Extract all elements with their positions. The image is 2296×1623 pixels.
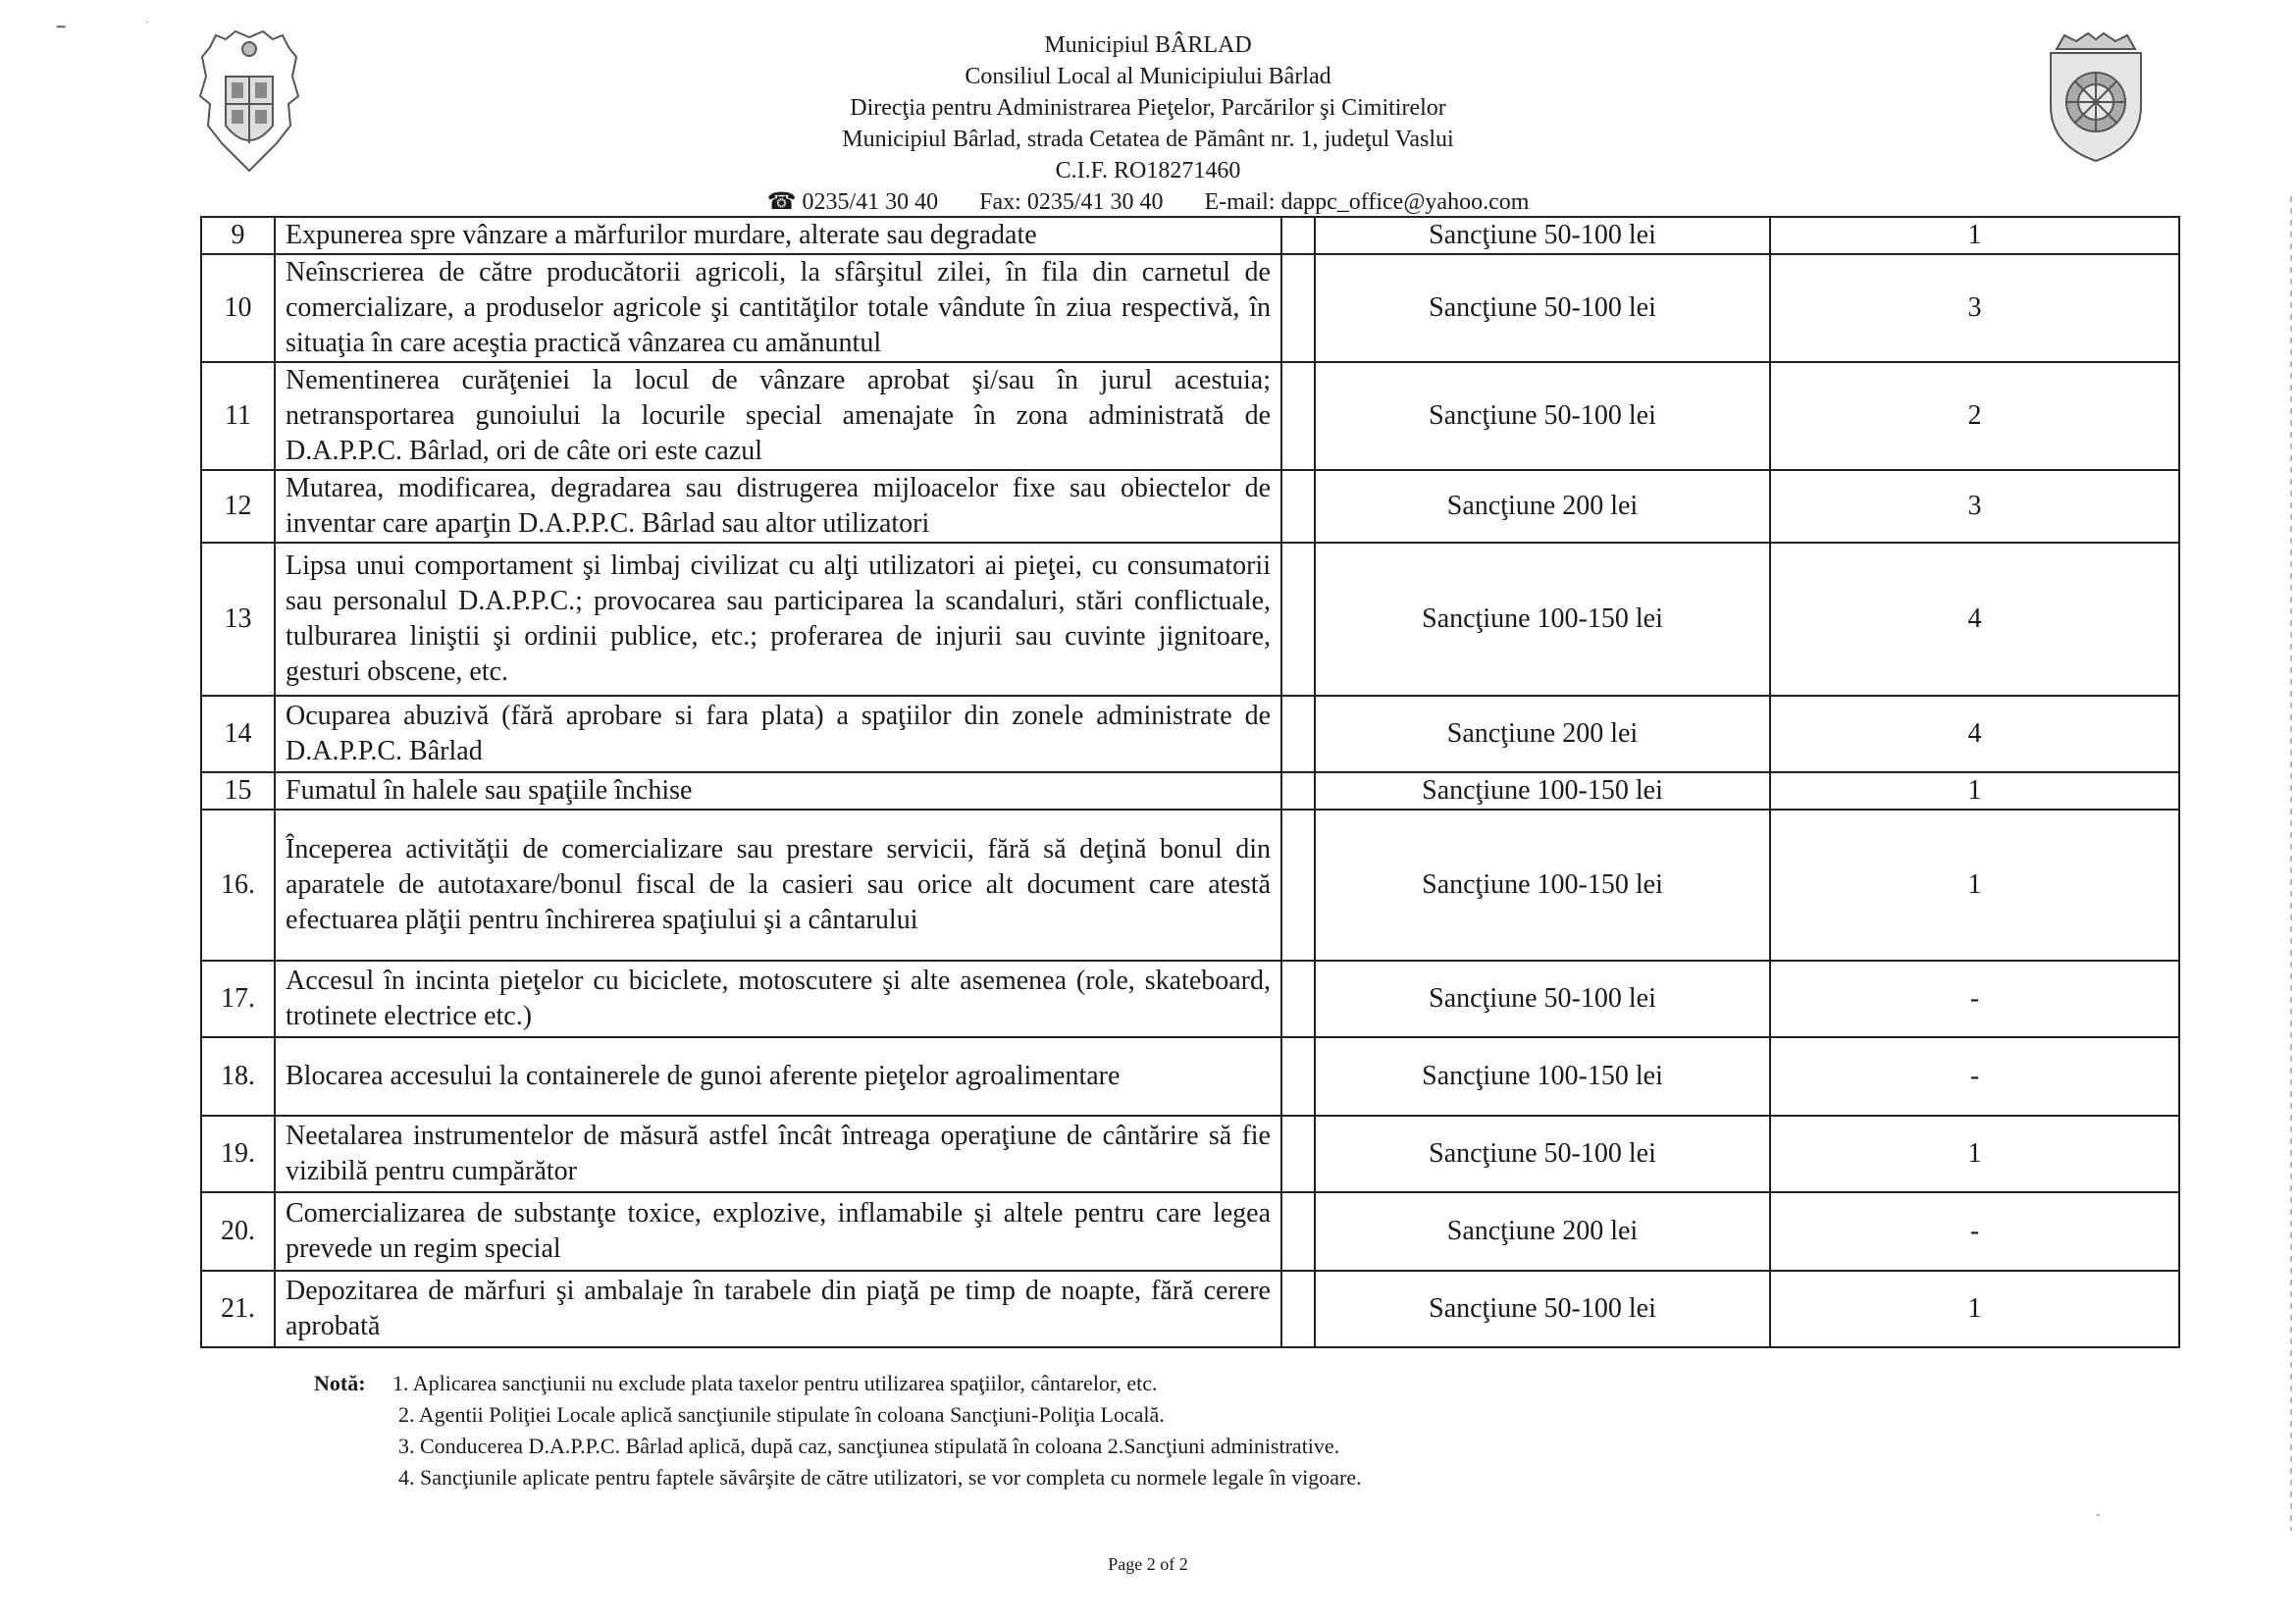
offense-description: Începerea activităţii de comercializare sau prestare servicii, fără să deţină bonul din aparatele de autotaxare/bonul fiscal de la casieri sau orice alt document care atestă efectuarea plăţii pentru închirerea spaţiului şi a cântarului (275, 810, 1281, 961)
police-sanction-cell (1281, 696, 1315, 772)
phone-number: 0235/41 30 40 (802, 189, 939, 215)
letterhead (0, 29, 2296, 218)
email-address: E-mail: dappc_office@yahoo.com (1204, 189, 1530, 215)
penalty-points: - (1770, 961, 2179, 1037)
table-row (201, 696, 2179, 772)
administrative-sanction: Sancţiune 200 lei (1315, 470, 1770, 543)
table-row (201, 470, 2179, 543)
table-row (201, 961, 2179, 1037)
administrative-sanction: Sancţiune 50-100 lei (1315, 961, 1770, 1037)
police-sanction-cell (1281, 810, 1315, 961)
administrative-sanction: Sancţiune 50-100 lei (1315, 217, 1770, 254)
police-sanction-cell (1281, 1116, 1315, 1192)
row-number: 14 (201, 696, 275, 772)
administrative-sanction: Sancţiune 100-150 lei (1315, 1037, 1770, 1116)
penalty-points: 1 (1770, 1116, 2179, 1192)
police-sanction-cell (1281, 217, 1315, 254)
sanctions-table (200, 216, 2180, 1348)
table-row (201, 543, 2179, 696)
row-number: 21. (201, 1271, 275, 1347)
note-item: 2. Agentii Poliţiei Locale aplică sancţiunile stipulate în coloana Sancţiuni-Poliţia Locală. (398, 1402, 1165, 1427)
administrative-sanction: Sancţiune 50-100 lei (1315, 362, 1770, 470)
notes-label: Notă: (314, 1371, 366, 1395)
row-number: 19. (201, 1116, 275, 1192)
page-number: Page 2 of 2 (1108, 1554, 1188, 1574)
note-item: 4. Sancţiunile aplicate pentru faptele săvârşite de către utilizatori, se vor completa cu normele legale în vigoare. (398, 1465, 1362, 1490)
scan-mark: · (145, 18, 149, 28)
table-row (201, 1116, 2179, 1192)
row-number: 11 (201, 362, 275, 470)
table-row (201, 217, 2179, 254)
table-row (201, 772, 2179, 810)
penalty-points: 3 (1770, 470, 2179, 543)
row-number: 15 (201, 772, 275, 810)
police-sanction-cell (1281, 772, 1315, 810)
police-sanction-cell (1281, 961, 1315, 1037)
contact-line (0, 186, 2296, 218)
offense-description: Neetalarea instrumentelor de măsură astfel încât întreaga operaţiune de cântărire să fie vizibilă pentru cumpărător (275, 1116, 1281, 1192)
address: Municipiul Bârlad, strada Cetatea de Pământ nr. 1, judeţul Vaslui (842, 127, 1454, 152)
penalty-points: 3 (1770, 254, 2179, 362)
administrative-sanction: Sancţiune 50-100 lei (1315, 1271, 1770, 1347)
notes-section (314, 1368, 1362, 1493)
table-row (201, 1192, 2179, 1271)
administrative-sanction: Sancţiune 100-150 lei (1315, 810, 1770, 961)
penalty-points: 4 (1770, 696, 2179, 772)
penalty-points: 1 (1770, 810, 2179, 961)
row-number: 18. (201, 1037, 275, 1116)
administrative-sanction: Sancţiune 200 lei (1315, 696, 1770, 772)
penalty-points: 1 (1770, 772, 2179, 810)
directorate-name: Direcţia pentru Administrarea Pieţelor, Parcărilor şi Cimitirelor (850, 95, 1446, 121)
table-row (201, 362, 2179, 470)
police-sanction-cell (1281, 254, 1315, 362)
tax-id: C.I.F. RO18271460 (1055, 158, 1241, 183)
police-sanction-cell (1281, 470, 1315, 543)
offense-description: Depozitarea de mărfuri şi ambalaje în tarabele din piaţă pe timp de noapte, fără cerere aprobată (275, 1271, 1281, 1347)
row-number: 10 (201, 254, 275, 362)
administrative-sanction: Sancţiune 50-100 lei (1315, 1116, 1770, 1192)
institution-name: Municipiul BÂRLAD (1044, 32, 1252, 58)
scan-edge (2290, 196, 2292, 1531)
note-item: 3. Conducerea D.A.P.P.C. Bârlad aplică, după caz, sancţiunea stipulată în coloana 2.Sancţiuni administrative. (398, 1434, 1340, 1458)
fax-number: Fax: 0235/41 30 40 (979, 189, 1164, 215)
penalty-points: 1 (1770, 1271, 2179, 1347)
administrative-sanction: Sancţiune 50-100 lei (1315, 254, 1770, 362)
penalty-points: 4 (1770, 543, 2179, 696)
offense-description: Expunerea spre vânzare a mărfurilor murdare, alterate sau degradate (275, 217, 1281, 254)
scan-mark: - (2096, 1507, 2101, 1522)
table-row (201, 1037, 2179, 1116)
offense-description: Ocuparea abuzivă (fără aprobare si fara plata) a spaţiilor din zonele administrate de D.A.P.P.C. Bârlad (275, 696, 1281, 772)
offense-description: Nementinerea curăţeniei la locul de vânzare aprobat şi/sau în jurul acestuia; netransportarea gunoiului la locurile special amenajate în zona administrată de D.A.P.P.C. Bârlad, ori de câte ori este cazul (275, 362, 1281, 470)
police-sanction-cell (1281, 543, 1315, 696)
penalty-points: 2 (1770, 362, 2179, 470)
police-sanction-cell (1281, 1037, 1315, 1116)
penalty-points: 1 (1770, 217, 2179, 254)
police-sanction-cell (1281, 1271, 1315, 1347)
offense-description: Mutarea, modificarea, degradarea sau distrugerea mijloacelor fixe sau obiectelor de inventar care aparţin D.A.P.P.C. Bârlad sau altor utilizatori (275, 470, 1281, 543)
telephone-icon: ☎ (766, 189, 797, 215)
table-row (201, 1271, 2179, 1347)
police-sanction-cell (1281, 1192, 1315, 1271)
row-number: 9 (201, 217, 275, 254)
row-number: 17. (201, 961, 275, 1037)
police-sanction-cell (1281, 362, 1315, 470)
administrative-sanction: Sancţiune 200 lei (1315, 1192, 1770, 1271)
note-item: 1. Aplicarea sancţiunii nu exclude plata taxelor pentru utilizarea spaţiilor, cântarelor, etc. (392, 1371, 1158, 1395)
offense-description: Accesul în incinta pieţelor cu biciclete, motoscutere şi alte asemenea (role, skateboard, trotinete electrice etc.) (275, 961, 1281, 1037)
row-number: 13 (201, 543, 275, 696)
row-number: 12 (201, 470, 275, 543)
table-row (201, 254, 2179, 362)
penalty-points: - (1770, 1037, 2179, 1116)
table-row (201, 810, 2179, 961)
council-name: Consiliul Local al Municipiului Bârlad (965, 64, 1331, 89)
row-number: 16. (201, 810, 275, 961)
row-number: 20. (201, 1192, 275, 1271)
offense-description: Lipsa unui comportament şi limbaj civilizat cu alţi utilizatori ai pieţei, cu consumatorii sau personalul D.A.P.P.C.; provocarea sau participarea la scandaluri, stări conflictuale, tulburarea liniştii şi ordinii publice, etc.; proferarea de injurii sau cuvinte jignitoare, gesturi obscene, etc. (275, 543, 1281, 696)
penalty-points: - (1770, 1192, 2179, 1271)
offense-description: Blocarea accesului la containerele de gunoi aferente pieţelor agroalimentare (275, 1037, 1281, 1116)
administrative-sanction: Sancţiune 100-150 lei (1315, 543, 1770, 696)
offense-description: Fumatul în halele sau spaţiile închise (275, 772, 1281, 810)
offense-description: Neînscrierea de către producătorii agricoli, la sfârşitul zilei, în fila din carnetul de comercializare, a produselor agricole şi cantităţilor totale vândute în ziua respectivă, în situaţia în care aceştia practică vânzarea cu amănuntul (275, 254, 1281, 362)
offense-description: Comercializarea de substanţe toxice, explozive, inflamabile şi altele pentru care legea prevede un regim special (275, 1192, 1281, 1271)
administrative-sanction: Sancţiune 100-150 lei (1315, 772, 1770, 810)
scan-mark: ━ (57, 21, 66, 35)
